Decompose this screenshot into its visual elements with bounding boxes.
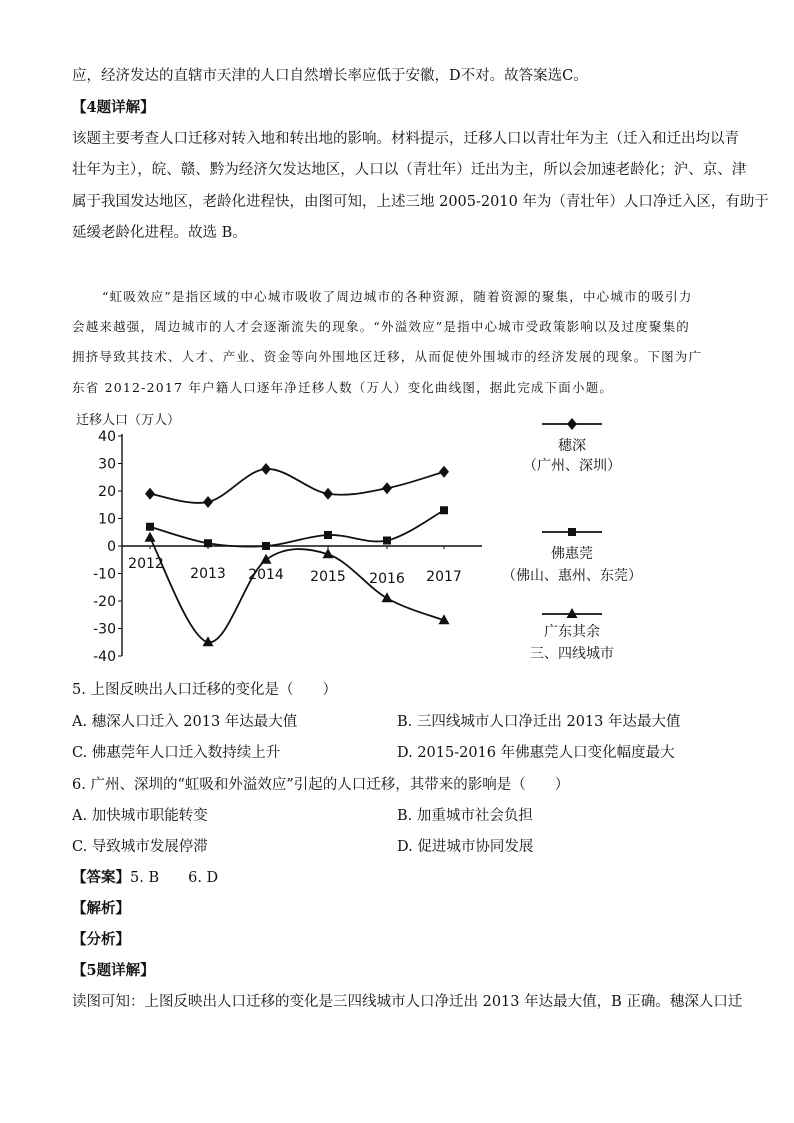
q5-option-a: A. 穗深人口迁入 2013 年达最大值 <box>72 714 298 730</box>
series-line-square <box>150 510 444 546</box>
data-point-triangle <box>261 554 272 564</box>
series-line-diamond <box>150 469 444 503</box>
intro-line-2: 会越来越强，周边城市的人才会逐渐流失的现象。“外溢效应”是指中心城市受政策影响以及过度聚集的 <box>72 319 690 334</box>
legend-marker-square <box>568 528 576 536</box>
fenxi-heading: 【分析】 <box>72 931 130 948</box>
y-tick-label: -10 <box>93 566 116 583</box>
migration-line-chart <box>60 408 700 670</box>
data-point-square <box>204 539 212 547</box>
data-point-triangle <box>382 592 393 602</box>
q5-option-c: C. 佛惠莞年人口迁入数持续上升 <box>72 745 281 761</box>
x-tick-label: 2012 <box>128 556 164 572</box>
data-point-diamond <box>203 496 213 508</box>
data-point-diamond <box>145 488 155 500</box>
y-tick-label: 10 <box>98 511 116 528</box>
y-tick-label: 30 <box>98 456 116 473</box>
data-point-diamond <box>323 488 333 500</box>
x-tick-label: 2014 <box>248 567 284 583</box>
y-tick-label: -40 <box>93 649 116 665</box>
intro-line-3: 拥挤导致其技术、人才、产业、资金等向外围地区迁移，从而促使外围城市的经济发展的现象。下图为广 <box>72 349 703 364</box>
data-point-diamond <box>439 466 449 478</box>
answer-label: 【答案】 <box>72 869 130 886</box>
q4-explanation-line-2: 壮年为主），皖、赣、黔为经济欠发达地区，人口以（青壮年）迁出为主，所以会加速老龄化；沪、京、津 <box>72 162 747 178</box>
y-tick-label: -20 <box>93 594 116 610</box>
legend-label: 穗深 <box>558 438 586 454</box>
intro-line-4: 东省 2012-2017 年户籍人口逐年净迁移人数（万人）变化曲线图，据此完成下面小题。 <box>72 380 614 395</box>
x-tick-label: 2017 <box>426 569 462 585</box>
legend-marker-triangle <box>567 608 578 618</box>
y-tick-label: 20 <box>98 484 116 500</box>
q4-explanation-line-3: 属于我国发达地区，老龄化进程快，由图可知，上述三地 2005-2010 年为（青壮年）人口净迁入区，有助于 <box>72 194 769 210</box>
q5-option-d: D. 2015-2016 年佛惠莞人口变化幅度最大 <box>397 745 675 761</box>
analysis-heading: 【解析】 <box>72 900 130 917</box>
answer-line <box>72 868 218 888</box>
q5-stem: 5. 上图反映出人口迁移的变化是（ ） <box>72 682 337 698</box>
intro-line-1: “虹吸效应”是指区域的中心城市吸收了周边城市的各种资源，随着资源的聚集，中心城市的吸引力 <box>102 289 693 304</box>
bracket-open: 【 <box>72 99 87 116</box>
q4-heading <box>72 98 155 118</box>
x-tick-label: 2015 <box>310 569 346 585</box>
y-tick-label: 0 <box>107 539 116 555</box>
y-tick-label: 40 <box>98 429 116 445</box>
legend-marker-diamond <box>567 418 577 430</box>
x-tick-label: 2016 <box>369 571 405 587</box>
legend-sublabel: （佛山、惠州、东莞） <box>502 568 642 584</box>
q4-explanation-line-1: 该题主要考查人口迁移对转入地和转出地的影响。材料提示，迁移人口以青壮年为主（迁入和迁出均以青 <box>72 131 739 147</box>
data-point-triangle <box>145 532 156 542</box>
data-point-square <box>146 523 154 531</box>
q5-detail-heading: 【5题详解】 <box>72 962 155 979</box>
q4-heading-text: 4题详解 <box>86 99 141 116</box>
answer-value: 5. B 6. D <box>130 870 219 886</box>
q5-option-b: B. 三四线城市人口净迁出 2013 年达最大值 <box>397 714 681 730</box>
q6-option-b: B. 加重城市社会负担 <box>397 808 533 824</box>
q6-option-a: A. 加快城市职能转变 <box>72 808 208 824</box>
q6-stem: 6. 广州、深圳的“虹吸和外溢效应”引起的人口迁移，其带来的影响是（ ） <box>72 777 570 793</box>
legend-sublabel: 三、四线城市 <box>530 646 614 662</box>
answer-text-continued: 应，经济发达的直辖市天津的人口自然增长率应低于安徽，D不对。故答案选C。 <box>72 68 588 84</box>
q6-option-d: D. 促进城市协同发展 <box>397 839 534 855</box>
q4-explanation-line-4: 延缓老龄化进程。故选 B。 <box>72 225 247 241</box>
q6-option-c: C. 导致城市发展停滞 <box>72 839 208 855</box>
legend-sublabel: （广州、深圳） <box>523 458 621 474</box>
y-axis-label: 迁移人口（万人） <box>76 413 181 428</box>
data-point-square <box>440 506 448 514</box>
bracket-close: 】 <box>140 99 155 116</box>
legend-label: 佛惠莞 <box>551 546 593 562</box>
data-point-square <box>383 537 391 545</box>
data-point-diamond <box>382 482 392 494</box>
data-point-square <box>324 531 332 539</box>
data-point-square <box>262 542 270 550</box>
series-line-triangle <box>150 538 444 643</box>
data-point-diamond <box>261 463 271 475</box>
legend-label: 广东其余 <box>544 624 600 640</box>
y-tick-label: -30 <box>93 621 116 638</box>
x-tick-label: 2013 <box>190 566 226 582</box>
q5-detail-text: 读图可知：上图反映出人口迁移的变化是三四线城市人口净迁出 2013 年达最大值，B 正确。穗深人口迁 <box>72 994 743 1010</box>
